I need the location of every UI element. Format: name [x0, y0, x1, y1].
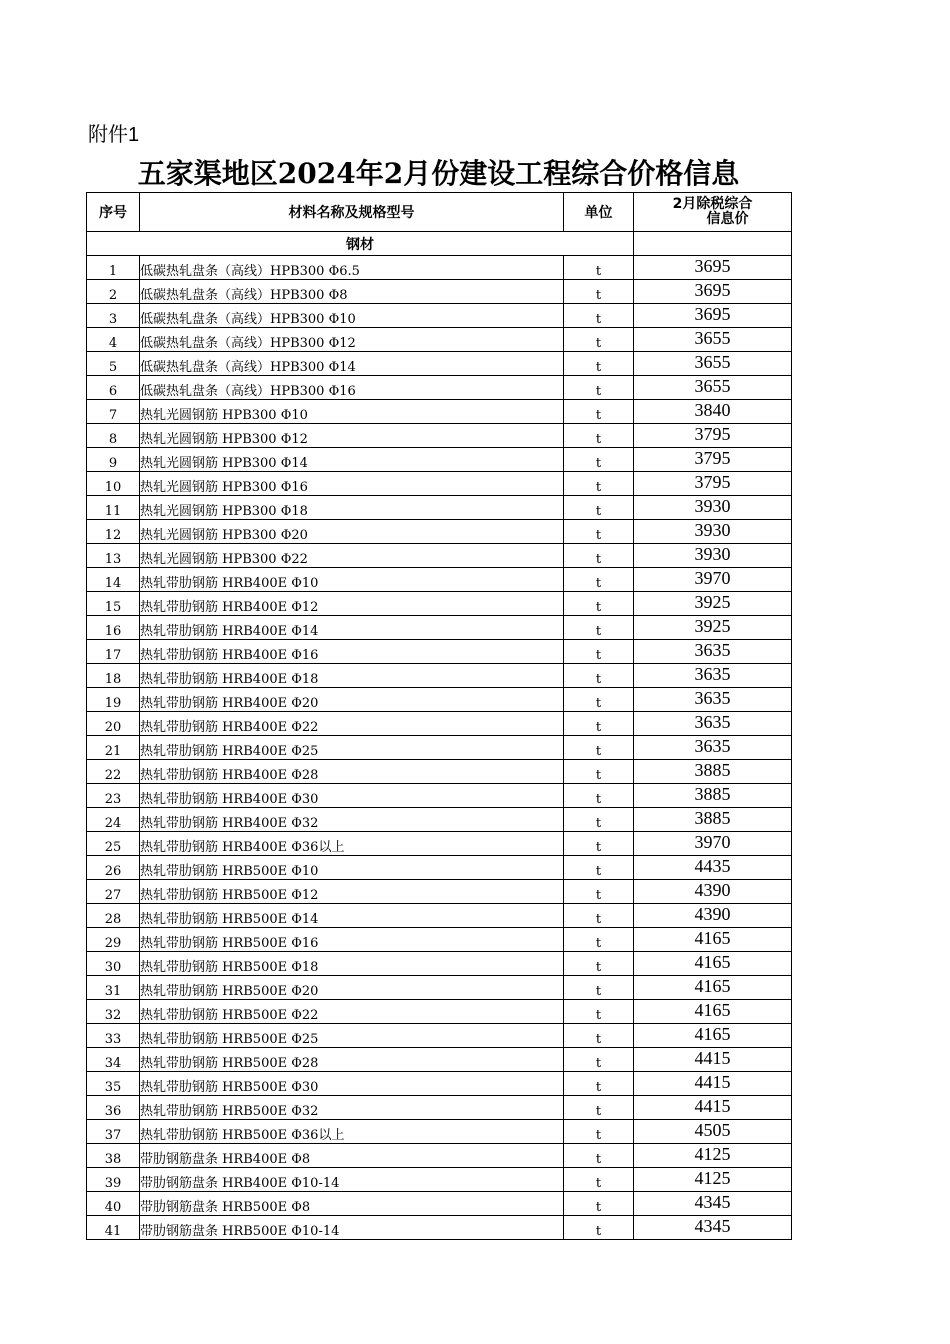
header-price-line2: 信息价 — [706, 211, 749, 227]
section-price-cell — [634, 232, 792, 256]
row-number: 7 — [87, 400, 140, 424]
price-cell: 3970 — [634, 832, 792, 856]
row-number: 25 — [87, 832, 140, 856]
material-name: 热轧带肋钢筋 HRB400E Φ28 — [140, 760, 564, 784]
unit-cell: t — [564, 640, 634, 664]
row-number: 13 — [87, 544, 140, 568]
unit-cell: t — [564, 856, 634, 880]
price-cell: 3795 — [634, 472, 792, 496]
table-row — [87, 472, 792, 496]
table-row — [87, 928, 792, 952]
material-name: 热轧带肋钢筋 HRB500E Φ14 — [140, 904, 564, 928]
table-row — [87, 1168, 792, 1192]
table-row — [87, 880, 792, 904]
row-number: 10 — [87, 472, 140, 496]
unit-cell: t — [564, 472, 634, 496]
price-table — [86, 192, 792, 1240]
row-number: 38 — [87, 1144, 140, 1168]
price-cell: 4345 — [634, 1216, 792, 1240]
price-cell: 3635 — [634, 712, 792, 736]
material-name: 热轧带肋钢筋 HRB500E Φ36以上 — [140, 1120, 564, 1144]
row-number: 1 — [87, 256, 140, 280]
price-cell: 3885 — [634, 784, 792, 808]
row-number: 29 — [87, 928, 140, 952]
unit-cell: t — [564, 304, 634, 328]
price-cell: 3840 — [634, 400, 792, 424]
material-name: 热轧带肋钢筋 HRB400E Φ22 — [140, 712, 564, 736]
material-name: 热轧带肋钢筋 HRB400E Φ16 — [140, 640, 564, 664]
unit-cell: t — [564, 1024, 634, 1048]
row-number: 12 — [87, 520, 140, 544]
price-cell: 4390 — [634, 904, 792, 928]
table-row — [87, 856, 792, 880]
material-name: 低碳热轧盘条（高线）HPB300 Φ10 — [140, 304, 564, 328]
table-row — [87, 304, 792, 328]
row-number: 22 — [87, 760, 140, 784]
material-name: 热轧带肋钢筋 HRB500E Φ10 — [140, 856, 564, 880]
table-row — [87, 616, 792, 640]
table-row — [87, 1120, 792, 1144]
table-row — [87, 592, 792, 616]
table-row — [87, 520, 792, 544]
row-number: 15 — [87, 592, 140, 616]
material-name: 热轧带肋钢筋 HRB500E Φ32 — [140, 1096, 564, 1120]
price-cell: 3930 — [634, 496, 792, 520]
price-cell: 4165 — [634, 952, 792, 976]
material-name: 热轧带肋钢筋 HRB500E Φ12 — [140, 880, 564, 904]
table-row — [87, 352, 792, 376]
header-price-line1: 2月除税综合 — [672, 196, 753, 212]
unit-cell: t — [564, 808, 634, 832]
row-number: 23 — [87, 784, 140, 808]
table-row — [87, 1048, 792, 1072]
table-row — [87, 376, 792, 400]
row-number: 33 — [87, 1024, 140, 1048]
price-cell: 4435 — [634, 856, 792, 880]
price-cell: 4415 — [634, 1072, 792, 1096]
table-row — [87, 664, 792, 688]
header-unit: 单位 — [564, 193, 634, 232]
row-number: 20 — [87, 712, 140, 736]
table-row — [87, 760, 792, 784]
row-number: 21 — [87, 736, 140, 760]
material-name: 热轧光圆钢筋 HPB300 Φ12 — [140, 424, 564, 448]
table-row — [87, 808, 792, 832]
table-row — [87, 1096, 792, 1120]
unit-cell: t — [564, 952, 634, 976]
material-name: 热轧带肋钢筋 HRB400E Φ32 — [140, 808, 564, 832]
attachment-label: 附件1 — [88, 124, 140, 146]
row-number: 27 — [87, 880, 140, 904]
page-title: 五家渠地区2024年2月份建设工程综合价格信息 — [137, 157, 740, 190]
row-number: 9 — [87, 448, 140, 472]
material-name: 热轧带肋钢筋 HRB400E Φ14 — [140, 616, 564, 640]
unit-cell: t — [564, 1144, 634, 1168]
material-name: 低碳热轧盘条（高线）HPB300 Φ14 — [140, 352, 564, 376]
price-cell: 3635 — [634, 688, 792, 712]
unit-cell: t — [564, 784, 634, 808]
price-cell: 3655 — [634, 352, 792, 376]
price-cell: 4390 — [634, 880, 792, 904]
unit-cell: t — [564, 712, 634, 736]
price-cell: 4345 — [634, 1192, 792, 1216]
material-name: 热轧带肋钢筋 HRB500E Φ25 — [140, 1024, 564, 1048]
price-cell: 4165 — [634, 1000, 792, 1024]
unit-cell: t — [564, 1120, 634, 1144]
unit-cell: t — [564, 1216, 634, 1240]
unit-cell: t — [564, 328, 634, 352]
table-row — [87, 976, 792, 1000]
price-cell: 4165 — [634, 1024, 792, 1048]
unit-cell: t — [564, 976, 634, 1000]
row-number: 40 — [87, 1192, 140, 1216]
row-number: 11 — [87, 496, 140, 520]
row-number: 34 — [87, 1048, 140, 1072]
material-name: 热轧带肋钢筋 HRB400E Φ25 — [140, 736, 564, 760]
material-name: 热轧带肋钢筋 HRB500E Φ30 — [140, 1072, 564, 1096]
unit-cell: t — [564, 352, 634, 376]
table-row — [87, 1192, 792, 1216]
row-number: 16 — [87, 616, 140, 640]
table-row — [87, 904, 792, 928]
unit-cell: t — [564, 1168, 634, 1192]
row-number: 26 — [87, 856, 140, 880]
material-name: 热轧带肋钢筋 HRB400E Φ30 — [140, 784, 564, 808]
price-cell: 3635 — [634, 736, 792, 760]
row-number: 17 — [87, 640, 140, 664]
row-number: 35 — [87, 1072, 140, 1096]
header-name: 材料名称及规格型号 — [140, 193, 564, 232]
unit-cell: t — [564, 544, 634, 568]
unit-cell: t — [564, 400, 634, 424]
unit-cell: t — [564, 1096, 634, 1120]
unit-cell: t — [564, 496, 634, 520]
row-number: 36 — [87, 1096, 140, 1120]
table-row — [87, 640, 792, 664]
row-number: 19 — [87, 688, 140, 712]
material-name: 低碳热轧盘条（高线）HPB300 Φ8 — [140, 280, 564, 304]
material-name: 热轧光圆钢筋 HPB300 Φ20 — [140, 520, 564, 544]
table-row — [87, 1072, 792, 1096]
material-name: 热轧光圆钢筋 HPB300 Φ16 — [140, 472, 564, 496]
material-name: 热轧光圆钢筋 HPB300 Φ18 — [140, 496, 564, 520]
table-row — [87, 568, 792, 592]
row-number: 8 — [87, 424, 140, 448]
table-row — [87, 256, 792, 280]
row-number: 3 — [87, 304, 140, 328]
price-cell: 3695 — [634, 304, 792, 328]
material-name: 带肋钢筋盘条 HRB500E Φ8 — [140, 1192, 564, 1216]
unit-cell: t — [564, 280, 634, 304]
row-number: 32 — [87, 1000, 140, 1024]
price-cell: 4125 — [634, 1168, 792, 1192]
price-cell: 3655 — [634, 328, 792, 352]
price-cell: 3795 — [634, 424, 792, 448]
row-number: 41 — [87, 1216, 140, 1240]
unit-cell: t — [564, 688, 634, 712]
price-cell: 3635 — [634, 664, 792, 688]
unit-cell: t — [564, 376, 634, 400]
row-number: 31 — [87, 976, 140, 1000]
unit-cell: t — [564, 520, 634, 544]
header-no: 序号 — [87, 193, 140, 232]
table-row — [87, 712, 792, 736]
price-cell: 3930 — [634, 544, 792, 568]
table-row — [87, 1216, 792, 1240]
unit-cell: t — [564, 592, 634, 616]
section-title: 钢材 — [87, 232, 634, 256]
material-name: 热轧带肋钢筋 HRB400E Φ18 — [140, 664, 564, 688]
row-number: 39 — [87, 1168, 140, 1192]
price-cell: 3695 — [634, 256, 792, 280]
row-number: 14 — [87, 568, 140, 592]
table-row — [87, 328, 792, 352]
material-name: 热轧带肋钢筋 HRB400E Φ36以上 — [140, 832, 564, 856]
row-number: 2 — [87, 280, 140, 304]
table-row — [87, 544, 792, 568]
row-number: 6 — [87, 376, 140, 400]
material-name: 热轧带肋钢筋 HRB500E Φ22 — [140, 1000, 564, 1024]
price-cell: 3885 — [634, 760, 792, 784]
price-cell: 4505 — [634, 1120, 792, 1144]
row-number: 5 — [87, 352, 140, 376]
price-cell: 3925 — [634, 592, 792, 616]
price-cell: 3930 — [634, 520, 792, 544]
price-cell: 3925 — [634, 616, 792, 640]
unit-cell: t — [564, 448, 634, 472]
row-number: 30 — [87, 952, 140, 976]
table-row — [87, 1000, 792, 1024]
price-cell: 4125 — [634, 1144, 792, 1168]
unit-cell: t — [564, 832, 634, 856]
unit-cell: t — [564, 664, 634, 688]
price-cell: 3655 — [634, 376, 792, 400]
unit-cell: t — [564, 424, 634, 448]
table-row — [87, 784, 792, 808]
unit-cell: t — [564, 904, 634, 928]
row-number: 24 — [87, 808, 140, 832]
unit-cell: t — [564, 1192, 634, 1216]
table-row — [87, 688, 792, 712]
material-name: 热轧光圆钢筋 HPB300 Φ10 — [140, 400, 564, 424]
material-name: 热轧光圆钢筋 HPB300 Φ22 — [140, 544, 564, 568]
table-row — [87, 448, 792, 472]
unit-cell: t — [564, 568, 634, 592]
table-row — [87, 832, 792, 856]
material-name: 带肋钢筋盘条 HRB500E Φ10-14 — [140, 1216, 564, 1240]
price-cell: 3635 — [634, 640, 792, 664]
unit-cell: t — [564, 928, 634, 952]
table-row — [87, 1144, 792, 1168]
price-cell: 4165 — [634, 976, 792, 1000]
price-cell: 3885 — [634, 808, 792, 832]
table-row — [87, 736, 792, 760]
material-name: 热轧带肋钢筋 HRB500E Φ28 — [140, 1048, 564, 1072]
table-row — [87, 280, 792, 304]
unit-cell: t — [564, 256, 634, 280]
material-name: 热轧带肋钢筋 HRB500E Φ20 — [140, 976, 564, 1000]
unit-cell: t — [564, 760, 634, 784]
table-row — [87, 424, 792, 448]
material-name: 低碳热轧盘条（高线）HPB300 Φ12 — [140, 328, 564, 352]
material-name: 热轧带肋钢筋 HRB500E Φ16 — [140, 928, 564, 952]
table-row — [87, 1024, 792, 1048]
table-row — [87, 952, 792, 976]
price-cell: 4415 — [634, 1048, 792, 1072]
price-cell: 3795 — [634, 448, 792, 472]
price-cell: 3970 — [634, 568, 792, 592]
table-row — [87, 400, 792, 424]
unit-cell: t — [564, 736, 634, 760]
material-name: 带肋钢筋盘条 HRB400E Φ10-14 — [140, 1168, 564, 1192]
unit-cell: t — [564, 1000, 634, 1024]
header-price — [634, 193, 792, 232]
material-name: 热轧光圆钢筋 HPB300 Φ14 — [140, 448, 564, 472]
material-name: 热轧带肋钢筋 HRB400E Φ10 — [140, 568, 564, 592]
row-number: 18 — [87, 664, 140, 688]
price-cell: 3695 — [634, 280, 792, 304]
material-name: 低碳热轧盘条（高线）HPB300 Φ16 — [140, 376, 564, 400]
price-cell: 4165 — [634, 928, 792, 952]
unit-cell: t — [564, 880, 634, 904]
row-number: 4 — [87, 328, 140, 352]
material-name: 热轧带肋钢筋 HRB400E Φ12 — [140, 592, 564, 616]
material-name: 热轧带肋钢筋 HRB500E Φ18 — [140, 952, 564, 976]
material-name: 带肋钢筋盘条 HRB400E Φ8 — [140, 1144, 564, 1168]
row-number: 37 — [87, 1120, 140, 1144]
row-number: 28 — [87, 904, 140, 928]
table-header-row — [87, 193, 792, 232]
unit-cell: t — [564, 1072, 634, 1096]
material-name: 热轧带肋钢筋 HRB400E Φ20 — [140, 688, 564, 712]
unit-cell: t — [564, 616, 634, 640]
section-row — [87, 232, 792, 256]
table-row — [87, 496, 792, 520]
unit-cell: t — [564, 1048, 634, 1072]
material-name: 低碳热轧盘条（高线）HPB300 Φ6.5 — [140, 256, 564, 280]
price-cell: 4415 — [634, 1096, 792, 1120]
